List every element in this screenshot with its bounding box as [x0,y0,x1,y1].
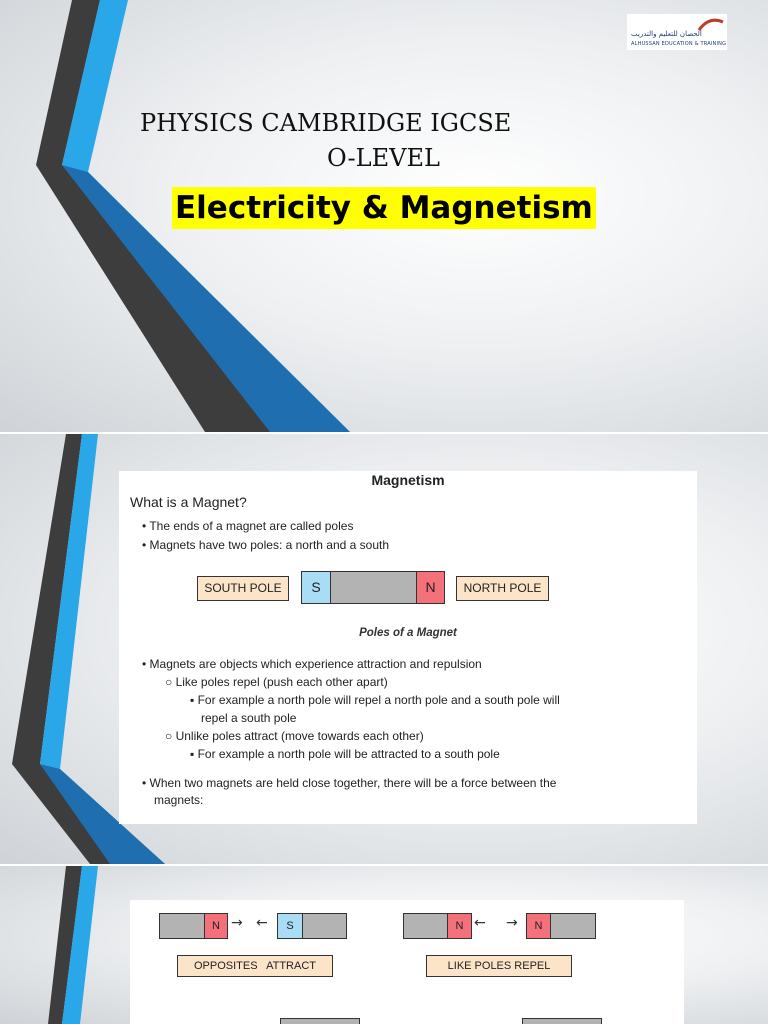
arrow-right-icon: → [506,915,518,931]
magnetism-slide [0,434,768,864]
magnetism-content-panel [119,471,697,824]
topic-headline: Electricity & Magnetism [172,187,596,229]
section-subheading: What is a Magnet? [130,494,247,510]
arrow-left-icon: ← [474,915,486,931]
diagram-caption: Poles of a Magnet [359,627,457,639]
arrow-left-icon: ← [256,915,268,931]
magnet-body [159,913,205,939]
bullet-text: magnets: [154,793,204,807]
logo-arabic-text: الحصان للتعليم والتدريب [631,30,702,38]
magnet-body [550,913,596,939]
like-poles-repel-label: LIKE POLES REPEL [426,955,572,977]
north-pole-block: N [447,913,472,939]
logo-english-text: ALHUSSAN EDUCATION & TRAINING [631,41,727,47]
bullet-text: • The ends of a magnet are called poles [142,519,354,533]
north-pole-block: N [526,913,551,939]
arrow-right-icon: → [231,915,243,931]
south-pole-block: S [277,913,303,939]
south-pole-label: SOUTH POLE [197,576,289,601]
magnet-body [330,571,417,604]
magnet-body [522,1018,602,1024]
magnet-body [403,913,448,939]
bullet-text: • Magnets are objects which experience attraction and repulsion [142,657,482,671]
course-title: PHYSICS CAMBRIDGE IGCSE [140,109,512,137]
sub-sub-bullet-text: ▪ For example a north pole will be attracted to a south pole [190,747,500,761]
sub-sub-bullet-text: repel a south pole [201,711,297,725]
sub-bullet-text: ○ Unlike poles attract (move towards each other) [165,729,424,743]
company-logo [627,14,727,50]
section-heading: Magnetism [371,472,445,488]
sub-bullet-text: ○ Like poles repel (push each other apart) [165,675,388,689]
north-pole-block: N [416,571,445,604]
bullet-text: • Magnets have two poles: a north and a south [142,538,390,552]
south-pole-block: S [301,571,331,604]
north-pole-block: N [204,913,228,939]
poles-diagram-panel [130,900,684,1024]
bullet-text: • When two magnets are held close together, there will be a force between the [142,776,557,790]
magnet-body [280,1018,360,1024]
course-level: O-LEVEL [327,144,440,172]
north-pole-label: NORTH POLE [456,576,549,601]
opposites-attract-label: OPPOSITES ATTRACT [177,955,333,977]
title-slide [0,0,768,432]
attraction-repulsion-slide [0,866,768,1024]
magnet-body [302,913,347,939]
sub-sub-bullet-text: ▪ For example a north pole will repel a north pole and a south pole will [190,693,560,707]
